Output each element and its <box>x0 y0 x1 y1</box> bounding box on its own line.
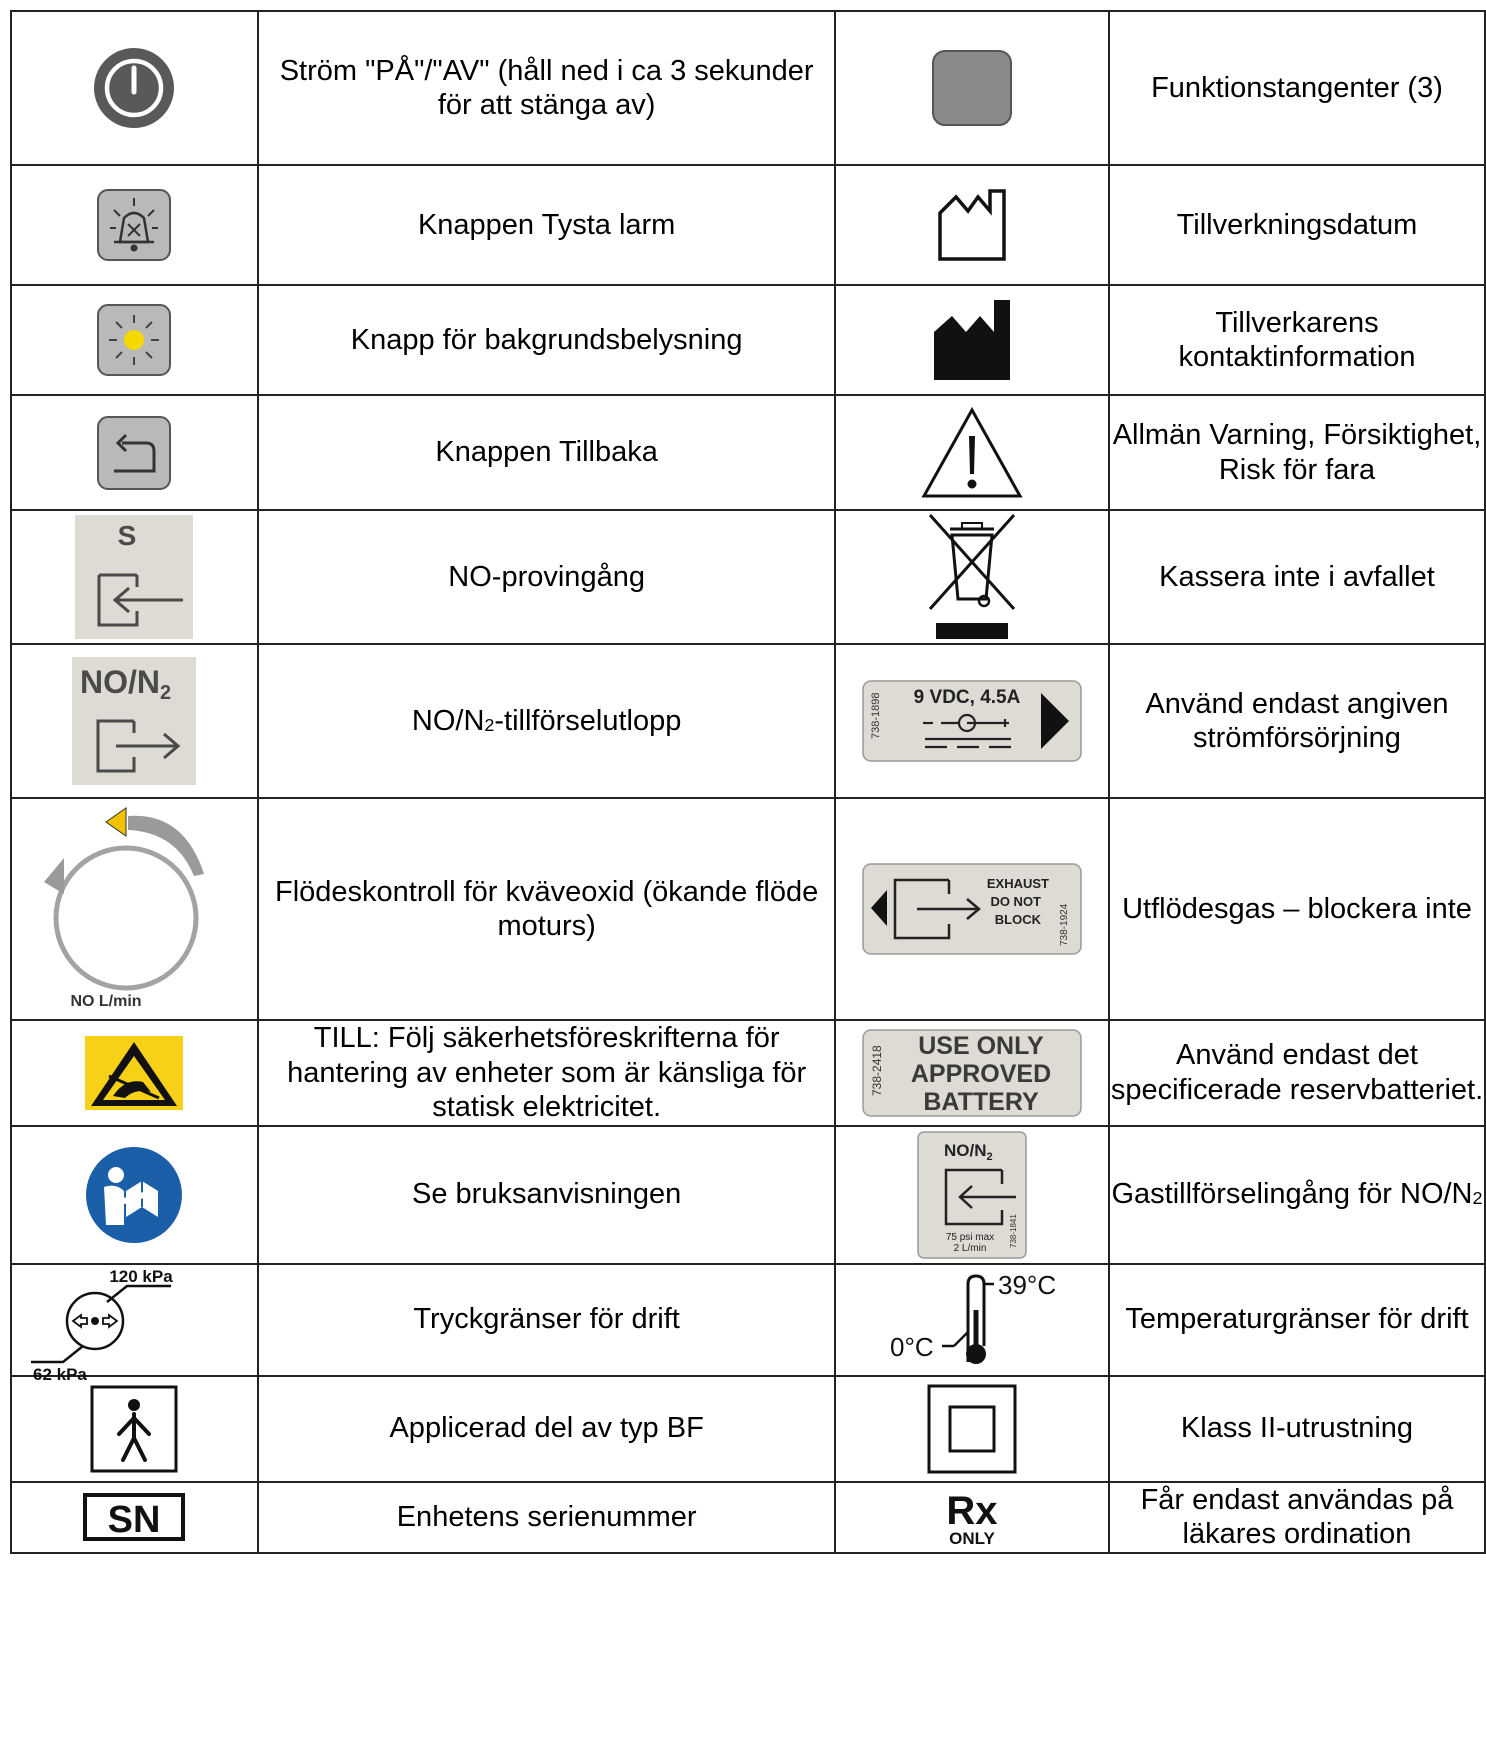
general-warning-icon <box>920 406 1024 500</box>
symbol-description: TILL: Följ säkerhetsföreskrifterna för hantering av enheter som är känsliga för statisk elektricitet. <box>258 1020 835 1126</box>
symbol-description: Applicerad del av typ BF <box>258 1376 835 1482</box>
table-row <box>11 395 1485 510</box>
symbols-table <box>10 10 1486 1554</box>
psu-part-number: 738-1898 <box>870 692 883 739</box>
symbol-description: Flödeskontroll för kväveoxid (ökande flöde moturs) <box>258 798 835 1020</box>
weee-crossed-bin-icon <box>924 511 1020 643</box>
inlet-label-subscript: 2 <box>986 1150 993 1163</box>
manufacturer-icon <box>932 298 1012 382</box>
symbol-description: Tillverkarens kontaktinformation <box>1109 285 1485 395</box>
icon-cell <box>11 11 258 165</box>
inlet-line-1: 75 psi max <box>945 1231 995 1243</box>
symbol-description: Knappen Tillbaka <box>258 395 835 510</box>
symbol-description: Temperaturgränser för drift <box>1109 1264 1485 1376</box>
icon-cell <box>835 798 1109 1020</box>
icon-cell <box>835 1020 1109 1126</box>
function-key-icon <box>931 49 1013 127</box>
temp-max-label: 39°C <box>998 1269 1057 1300</box>
symbol-description: Utflödesgas – blockera inte <box>1109 798 1485 1020</box>
rx-label: Rx <box>946 1489 998 1533</box>
approved-battery-label-icon <box>861 1028 1083 1118</box>
text-part: Gastillförselingång för NO/N <box>1111 1178 1473 1211</box>
text-part: NO/N <box>411 704 485 737</box>
gas-supply-inlet-label-icon <box>916 1130 1028 1260</box>
symbol-description: Allmän Varning, Försiktighet, Risk för fara <box>1109 395 1485 510</box>
exhaust-line-1: EXHAUST <box>987 876 1050 891</box>
symbol-description: Tillverkningsdatum <box>1109 165 1485 285</box>
icon-cell <box>835 1264 1109 1376</box>
icon-cell <box>11 165 258 285</box>
table-row <box>11 1020 1485 1126</box>
icon-cell <box>835 395 1109 510</box>
table-row <box>11 798 1485 1020</box>
svg-text:NO/N2 <box>80 664 171 704</box>
battery-part-number: 738-2418 <box>870 1045 885 1096</box>
battery-line-2: APPROVED <box>910 1059 1052 1088</box>
subscript: 2 <box>1472 1188 1483 1209</box>
table-row <box>11 285 1485 395</box>
icon-cell <box>835 1376 1109 1482</box>
icon-cell <box>11 1126 258 1264</box>
icon-cell <box>835 1126 1109 1264</box>
read-manual-icon <box>84 1145 184 1245</box>
icon-cell <box>11 798 258 1020</box>
inlet-label-main: NO/N <box>944 1140 987 1160</box>
inlet-line-2: 2 L/min <box>953 1242 987 1254</box>
serial-label: SN <box>108 1499 161 1541</box>
date-of-manufacture-icon <box>934 187 1010 263</box>
icon-cell <box>11 644 258 798</box>
backlight-button-icon <box>96 303 172 377</box>
alarm-silence-button-icon <box>96 188 172 262</box>
exhaust-label-icon <box>861 862 1083 956</box>
outlet-label-main: NO/N <box>80 664 161 700</box>
exhaust-part-number: 738-1924 <box>1059 903 1071 946</box>
symbol-description: NO-provingång <box>258 510 835 644</box>
battery-line-3: BATTERY <box>923 1087 1039 1116</box>
icon-cell <box>11 285 258 395</box>
temp-min-label: 0°C <box>890 1331 934 1362</box>
symbol-description: Använd endast angiven strömförsörjning <box>1109 644 1485 798</box>
pressure-max-label: 120 kPa <box>109 1266 174 1286</box>
symbol-description: Se bruksanvisningen <box>258 1126 835 1264</box>
subscript: 2 <box>484 714 495 735</box>
table-row <box>11 1126 1485 1264</box>
temperature-limits-icon <box>872 1270 1072 1370</box>
rx-only-icon <box>937 1488 1007 1546</box>
symbol-description: Knappen Tysta larm <box>258 165 835 285</box>
icon-cell <box>835 510 1109 644</box>
icon-cell <box>835 285 1109 395</box>
svg-text:NO/N2 <box>944 1141 993 1163</box>
symbol-description: Funktionstangenter (3) <box>1109 11 1485 165</box>
icon-cell <box>835 1482 1109 1553</box>
table-row <box>11 165 1485 285</box>
icon-cell <box>11 1482 258 1553</box>
power-supply-label-icon <box>861 679 1083 763</box>
battery-line-1: USE ONLY <box>918 1031 1044 1060</box>
sample-label: S <box>118 520 137 551</box>
back-button-icon <box>96 415 172 491</box>
outlet-label-subscript: 2 <box>160 682 172 704</box>
class-ii-equipment-icon <box>926 1383 1018 1475</box>
rx-only-label: ONLY <box>949 1529 995 1548</box>
flow-control-knob-icon <box>44 804 224 1014</box>
no-sample-inlet-icon <box>75 515 193 639</box>
table-row <box>11 1376 1485 1482</box>
icon-cell <box>835 11 1109 165</box>
icon-cell <box>11 1020 258 1126</box>
icon-cell <box>11 510 258 644</box>
inlet-part-number: 738-1841 <box>1009 1213 1019 1248</box>
type-bf-applied-part-icon <box>89 1384 179 1474</box>
pressure-min-label: 62 kPa <box>33 1364 88 1384</box>
psu-rating: 9 VDC, 4.5A <box>913 687 1021 708</box>
symbol-description: Använd endast det specificerade reservbatteriet. <box>1109 1020 1485 1126</box>
knob-unit-label: NO L/min <box>70 993 143 1010</box>
exhaust-line-3: BLOCK <box>994 912 1042 927</box>
exhaust-line-2: DO NOT <box>990 894 1042 909</box>
table-row <box>11 1264 1485 1376</box>
power-button-icon <box>92 46 176 130</box>
symbol-description: Knapp för bakgrundsbelysning <box>258 285 835 395</box>
symbol-description: Klass II-utrustning <box>1109 1376 1485 1482</box>
symbol-description <box>258 644 835 798</box>
icon-cell <box>835 644 1109 798</box>
no-n2-supply-outlet-icon <box>72 657 196 785</box>
table-row <box>11 1482 1485 1553</box>
symbol-description: Ström "PÅ"/"AV" (håll ned i ca 3 sekunder för att stänga av) <box>258 11 835 165</box>
symbol-description: Tryckgränser för drift <box>258 1264 835 1376</box>
table-row <box>11 644 1485 798</box>
icon-cell <box>11 1376 258 1482</box>
text-part: -tillförselutlopp <box>494 704 682 737</box>
table-row <box>11 11 1485 165</box>
pressure-limits-icon <box>31 1266 237 1384</box>
symbol-description: Får endast användas på läkares ordination <box>1109 1482 1485 1553</box>
symbol-description: Kassera inte i avfallet <box>1109 510 1485 644</box>
serial-number-icon <box>82 1492 186 1542</box>
symbol-description: Enhetens serienummer <box>258 1482 835 1553</box>
icon-cell <box>11 395 258 510</box>
icon-cell <box>835 165 1109 285</box>
table-row <box>11 510 1485 644</box>
esd-warning-icon <box>85 1036 183 1110</box>
icon-cell <box>11 1264 258 1384</box>
symbol-description <box>1109 1126 1485 1264</box>
